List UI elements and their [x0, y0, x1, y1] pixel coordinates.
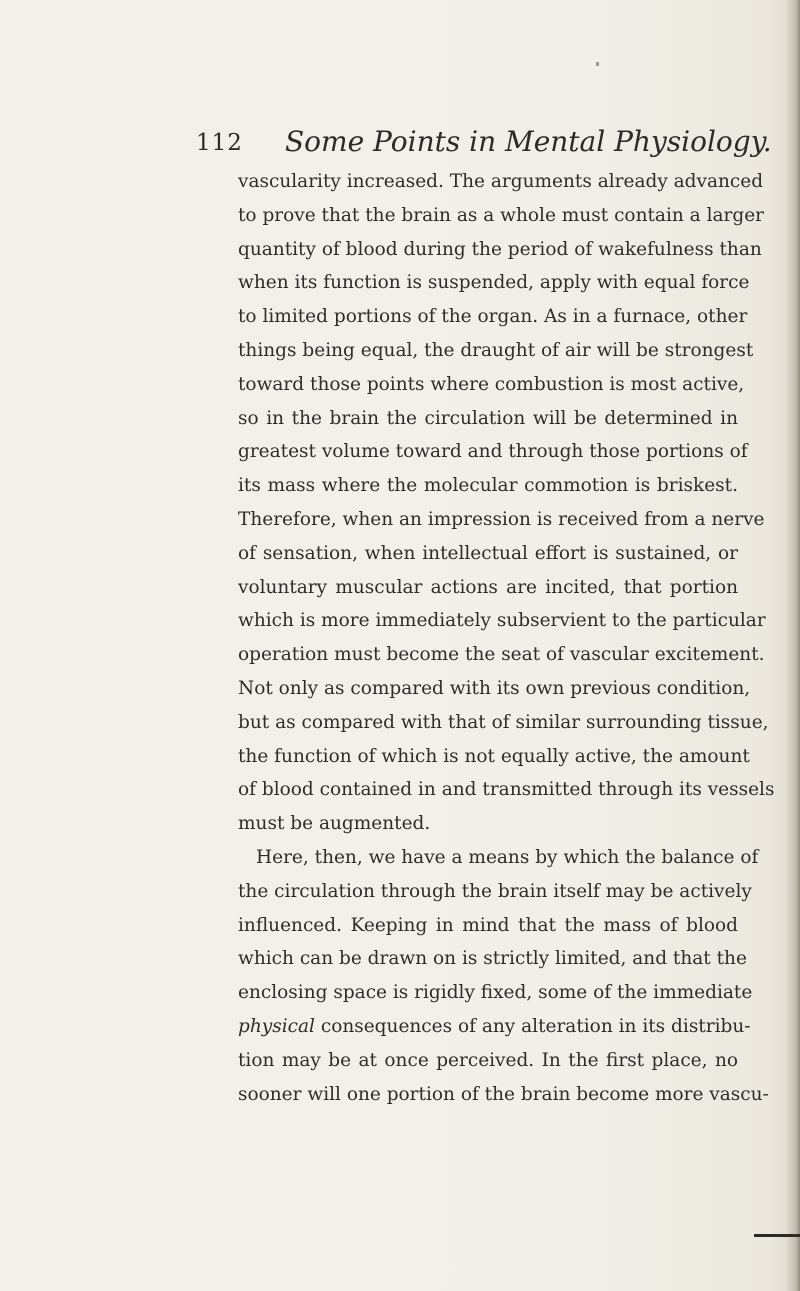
page-edge-shadow: [786, 0, 800, 1291]
text-line: which is more immediately subservient to the particular: [238, 610, 766, 632]
text-line: operation must become the seat of vascular excitement.: [238, 644, 765, 666]
text-line: when its function is suspended, apply with equal force: [238, 272, 750, 294]
text-line: its mass where the molecular commotion is briskest.: [238, 475, 738, 497]
text-line: vascularity increased. The arguments already advanced: [238, 171, 764, 192]
text-line: Not only as compared with its own previous condition,: [238, 677, 751, 699]
text-line-rest: consequences of any alteration in its distribu-: [320, 1015, 751, 1037]
text-line: must be augmented.: [238, 813, 431, 835]
text-line: quantity of blood during the period of wakefulness than: [238, 238, 762, 260]
page-edge-rule: [754, 1234, 800, 1237]
text-line: toward those points where combustion is most active,: [238, 373, 745, 395]
italic-word: physical: [238, 1015, 315, 1037]
text-line: of blood contained in and transmitted through its vessels: [238, 779, 775, 801]
text-line: [238, 1010, 751, 1044]
text-line: Therefore, when an impression is received from a nerve: [238, 508, 765, 530]
page-header: [196, 118, 772, 168]
page-number: 112: [196, 130, 243, 156]
text-line: the circulation through the brain itself may be actively: [238, 880, 752, 902]
text-line: so in the brain the circulation will be determined in: [238, 407, 738, 429]
running-head: Some Points in Mental Physiology.: [285, 125, 772, 158]
body-text: [238, 165, 775, 1111]
text-line: Here, then, we have a means by which the balance of: [256, 846, 759, 868]
text-line: which can be drawn on is strictly limited, and that the: [238, 948, 747, 970]
text-line: voluntary muscular actions are incited, that portion: [238, 576, 738, 598]
text-line: sooner will one portion of the brain become more vascu-: [238, 1083, 769, 1105]
text-line: enclosing space is rigidly fixed, some of the immediate: [238, 982, 753, 1004]
text-line: the function of which is not equally active, the amount: [238, 745, 750, 767]
paper-speck: [596, 62, 599, 66]
text-line: but as compared with that of similar surrounding tissue,: [238, 711, 769, 733]
text-line: to prove that the brain as a whole must contain a larger: [238, 204, 764, 226]
text-line: influenced. Keeping in mind that the mass of blood: [238, 914, 738, 936]
text-line: tion may be at once perceived. In the first place, no: [238, 1049, 738, 1071]
text-line: things being equal, the draught of air will be strongest: [238, 339, 754, 361]
text-line: greatest volume toward and through those portions of: [238, 441, 748, 463]
text-line: to limited portions of the organ. As in a furnace, other: [238, 306, 748, 328]
text-line: of sensation, when intellectual effort is sustained, or: [238, 542, 738, 564]
